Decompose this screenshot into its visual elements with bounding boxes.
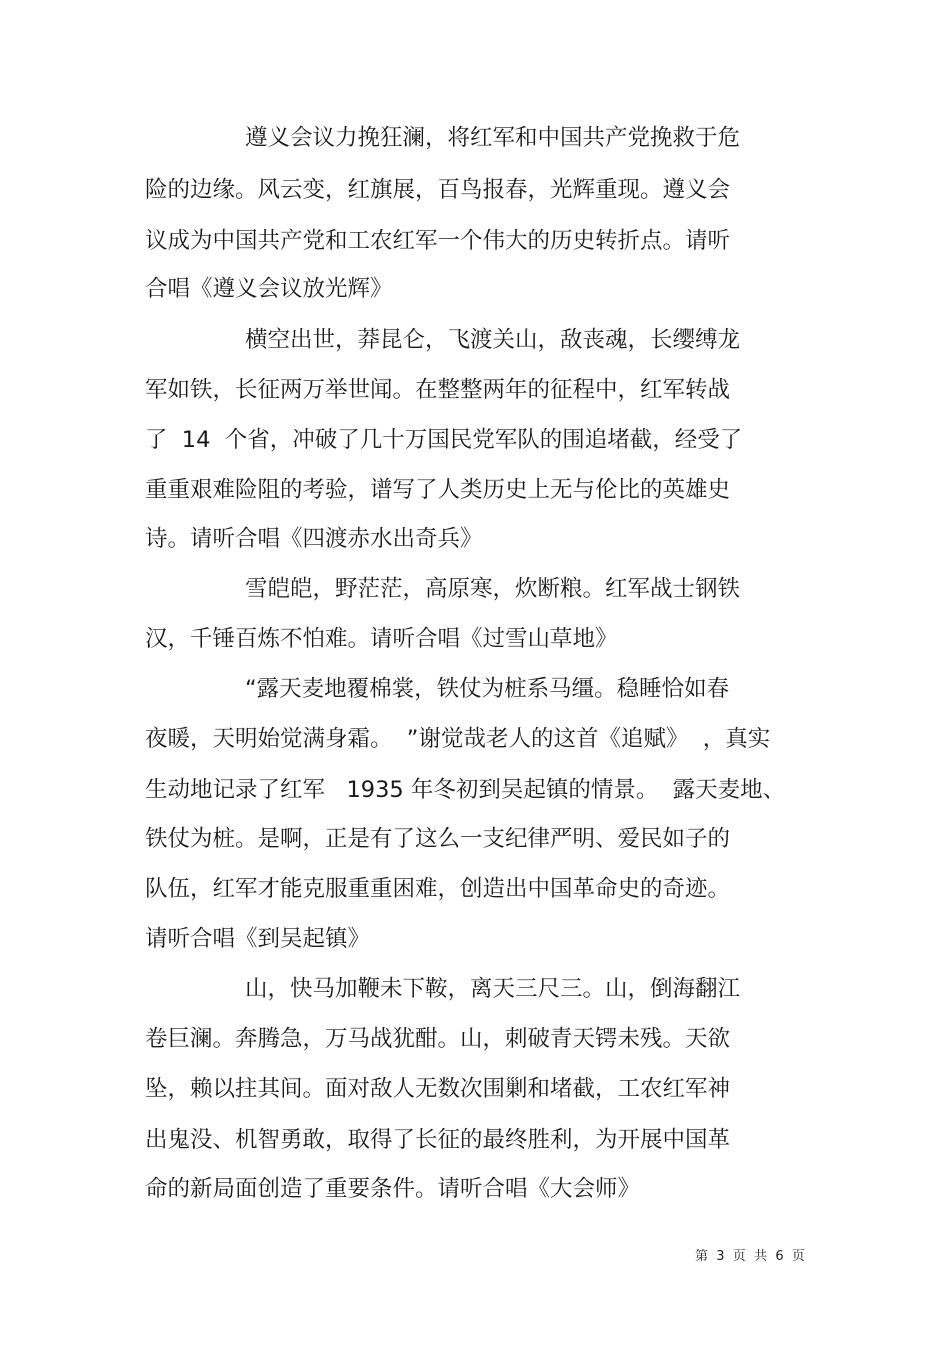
paragraph-2-line-5: 诗。请听合唱《四渡赤水出奇兵》 <box>145 526 483 552</box>
paragraph-5-line-3: 坠，赖以拄其间。面对敌人无数次围剿和堵截，工农红军神 <box>145 1076 731 1102</box>
paragraph-2-line-1: 横空出世，莽昆仑，飞渡关山，敌丧魂，长缨缚龙 <box>245 327 741 353</box>
paragraph-1-line-4: 合唱《遵义会议放光辉》 <box>145 276 393 302</box>
paragraph-2-line-3: 了 14 个省，冲破了几十万国民党军队的围追堵截，经受了 <box>145 427 743 453</box>
paragraph-4-line-1: “露天麦地覆棉裳，铁仗为桩系马缰。稳睡恰如春 <box>245 676 730 702</box>
paragraph-4-line-5: 队伍，红军才能克服重重困难，创造出中国革命史的奇迹。 <box>145 876 731 902</box>
paragraph-4-line-4: 铁仗为桩。是啊，正是有了这么一支纪律严明、爱民如子的 <box>145 826 731 852</box>
paragraph-3-line-1: 雪皑皑，野茫茫，高原寒，炊断粮。红军战士钢铁 <box>245 576 741 602</box>
paragraph-5-line-2: 卷巨澜。奔腾急，万马战犹酣。山，刺破青天锷未残。天欲 <box>145 1026 731 1052</box>
paragraph-5-line-5: 命的新局面创造了重要条件。请听合唱《大会师》 <box>145 1176 641 1202</box>
paragraph-5-line-4: 出鬼没、机智勇敢，取得了长征的最终胜利，为开展中国革 <box>145 1127 731 1153</box>
paragraph-2-line-4: 重重艰难险阻的考验，谱写了人类历史上无与伦比的英雄史 <box>145 477 731 503</box>
paragraph-1-line-3: 议成为中国共产党和工农红军一个伟大的历史转折点。请听 <box>145 228 731 254</box>
paragraph-1-line-2: 险的边缘。风云变，红旗展，百鸟报春，光辉重现。遵义会 <box>145 177 731 203</box>
paragraph-4-line-2: 夜暖，天明始觉满身霜。 ”谢觉哉老人的这首《追赋》 ，真实 <box>145 726 771 752</box>
paragraph-1-line-1: 遵义会议力挽狂澜，将红军和中国共产党挽救于危 <box>245 125 741 151</box>
paragraph-2-line-2: 军如铁，长征两万举世闻。在整整两年的征程中，红军转战 <box>145 377 731 403</box>
paragraph-4-line-3: 生动地记录了红军 1935 年冬初到吴起镇的情景。 露天麦地、 <box>145 777 786 803</box>
page-number-footer: 第 3 页 共 6 页 <box>695 1249 805 1264</box>
paragraph-4-line-6: 请听合唱《到吴起镇》 <box>145 926 371 952</box>
paragraph-3-line-2: 汉，千锤百炼不怕难。请听合唱《过雪山草地》 <box>145 626 618 652</box>
paragraph-5-line-1: 山，快马加鞭未下鞍，离天三尺三。山，倒海翻江 <box>245 976 741 1002</box>
